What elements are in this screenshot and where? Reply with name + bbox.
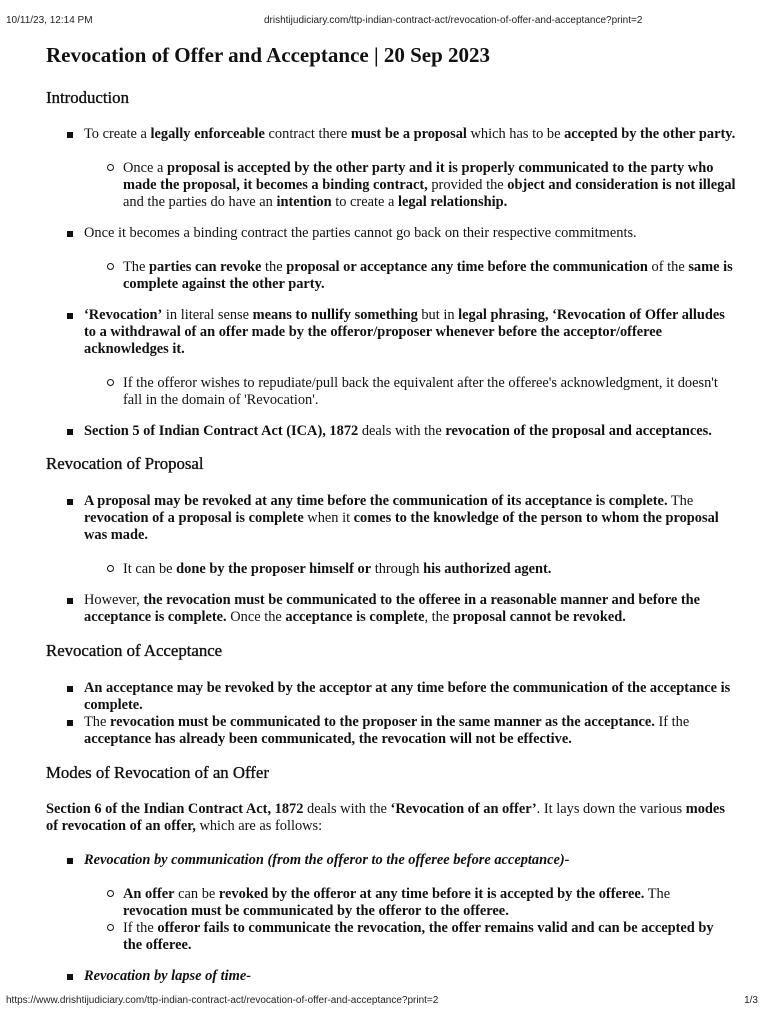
proposal-list (46, 493, 736, 626)
list-item: Once it becomes a binding contract the parties cannot go back on their respective commitments. The parties can revoke the proposal or acceptance any time before the communication of the same is complete against the other party. (46, 225, 736, 293)
modes-list (46, 852, 736, 985)
section-heading-modes-of-revocation: Modes of Revocation of an Offer (46, 763, 269, 782)
sub-list (84, 886, 736, 954)
section-heading-introduction: Introduction (46, 88, 129, 107)
list-item: Revocation by lapse of time- (46, 968, 736, 985)
list-item: An offer can be revoked by the offeror at any time before it is accepted by the offeree. The revocation must be communicated by the offeror to the offeree. (84, 886, 736, 920)
article (46, 42, 736, 985)
print-datetime: 10/11/23, 12:14 PM (6, 15, 93, 26)
list-item: Section 5 of Indian Contract Act (ICA), 1872 deals with the revocation of the proposal and acceptances. (46, 423, 736, 440)
page-number: 1/3 (744, 995, 758, 1006)
list-item: To create a legally enforceable contract there must be a proposal which has to be accepted by the other party. Once a proposal is accepted by the other party and it is properly communicated to the party who made the proposal, it becomes a binding contract, provided the object and consideration is not illegal and the parties do have an intention to create a legal relationship. (46, 126, 736, 211)
list-item: If the offeror fails to communicate the revocation, the offer remains valid and can be accepted by the offeree. (84, 920, 736, 954)
list-item: A proposal may be revoked at any time before the communication of its acceptance is complete. The revocation of a proposal is complete when it comes to the knowledge of the person to whom the proposal was made. It can be done by the proposer himself or through his authorized agent. (46, 493, 736, 578)
list-item: Once a proposal is accepted by the other party and it is properly communicated to the party who made the proposal, it becomes a binding contract, provided the object and consideration is not illegal and the parties do have an intention to create a legal relationship. (84, 160, 736, 211)
modes-paragraph: Section 6 of the Indian Contract Act, 1872 deals with the ‘Revocation of an offer’. It lays down the various modes of revocation of an offer, which are as follows: (46, 801, 725, 834)
sub-list (84, 375, 736, 409)
list-item: The revocation must be communicated to the proposer in the same manner as the acceptance. If the acceptance has already been communicated, the revocation will not be effective. (46, 714, 736, 748)
sub-list (84, 561, 736, 578)
print-header-url: drishtijudiciary.com/ttp-indian-contract-act/revocation-of-offer-and-acceptance?print=2 (264, 15, 643, 26)
list-item: ‘Revocation’ in literal sense means to nullify something but in legal phrasing, ‘Revocation of Offer alludes to a withdrawal of an offer made by the offeror/proposer whenever before the acceptor/offeree acknowledges it. If the offeror wishes to repudiate/pull back the equivalent after the offeree's acknowledgment, it doesn't fall in the domain of 'Revocation'. (46, 307, 736, 409)
sub-list (84, 160, 736, 211)
section-heading-revocation-of-proposal: Revocation of Proposal (46, 454, 204, 473)
list-item: However, the revocation must be communicated to the offeree in a reasonable manner and before the acceptance is complete. Once the acceptance is complete, the proposal cannot be revoked. (46, 592, 736, 626)
intro-list (46, 126, 736, 440)
list-item: An acceptance may be revoked by the acceptor at any time before the communication of the acceptance is complete. (46, 680, 736, 714)
acceptance-list (46, 680, 736, 748)
sub-list (84, 259, 736, 293)
print-footer-url: https://www.drishtijudiciary.com/ttp-indian-contract-act/revocation-of-offer-and-acceptance?print=2 (6, 995, 439, 1006)
section-heading-revocation-of-acceptance: Revocation of Acceptance (46, 641, 223, 660)
list-item: Revocation by communication (from the offeror to the offeree before acceptance)- An offer can be revoked by the offeror at any time before it is accepted by the offeree. The revocation must be communicated by the offeror to the offeree. If the offeror fails to communicate the revocation, the offer remains valid and can be accepted by the offeree. (46, 852, 736, 954)
list-item: If the offeror wishes to repudiate/pull back the equivalent after the offeree's acknowledgment, it doesn't fall in the domain of 'Revocation'. (84, 375, 736, 409)
print-header (6, 15, 758, 29)
page-title: Revocation of Offer and Acceptance | 20 Sep 2023 (46, 43, 491, 67)
list-item: It can be done by the proposer himself or through his authorized agent. (84, 561, 736, 578)
list-item: The parties can revoke the proposal or acceptance any time before the communication of the same is complete against the other party. (84, 259, 736, 293)
